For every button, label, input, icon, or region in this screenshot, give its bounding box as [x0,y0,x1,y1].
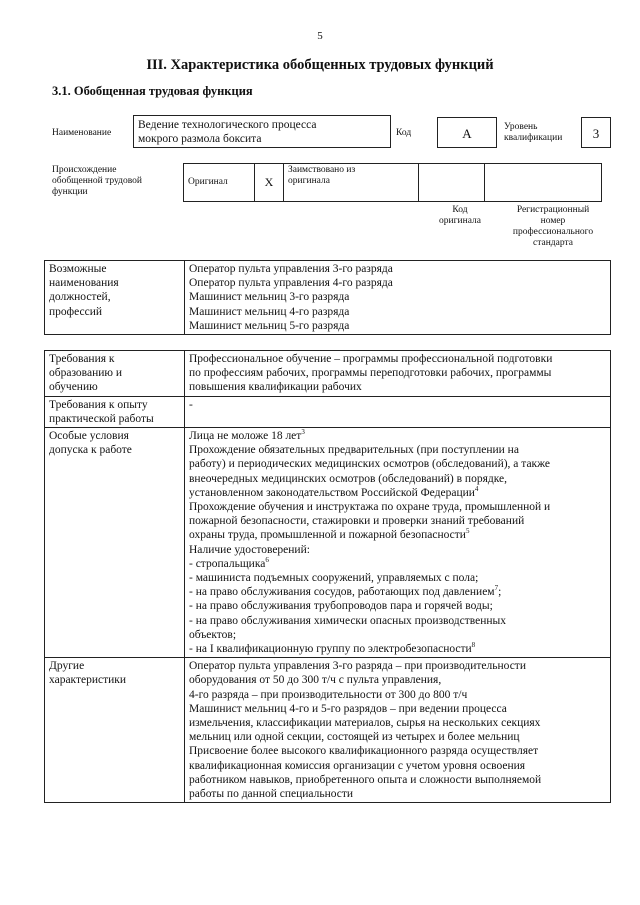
special-condition-line: - на право обслуживания сосудов, работающих под давлением [189,586,495,599]
footnote-ref: 5 [465,527,470,536]
special-condition-line: - машиниста подъемных сооружений, управляемых с пола; [189,572,479,585]
original-label: Оригинал [184,164,255,202]
special-condition-row [189,543,606,557]
education-label [45,351,185,397]
special-condition-row [189,628,606,642]
origin-table [183,163,602,202]
special-conditions-label [45,428,185,658]
label-line: Требования к опыту [49,398,148,411]
special-condition-row [189,557,606,571]
special-condition-line: - стропальщика [189,557,266,570]
borrowed-label [284,164,419,202]
level-label [504,122,562,144]
code-value: А [437,117,497,148]
function-name-line: мокрого размола боксита [138,133,262,146]
other-characteristic-line: квалификационная комиссия организации с учетом уровня освоения [189,759,526,772]
text-line: повышения квалификации рабочих [189,381,362,394]
special-condition-line: охраны труда, промышленной и пожарной безопасности [189,529,466,542]
positions-table [44,260,611,335]
special-condition-line: - на право обслуживания химически опасных производственных [189,614,507,627]
special-condition-line: Лица не моложе 18 лет [189,430,302,443]
original-mark: X [255,164,284,202]
footnote-ref: 4 [474,485,479,493]
borrowed-label-line: Заимствовано из [288,165,356,175]
borrowed-label-line: оригинала [288,176,330,186]
level-label-line: квалификации [504,133,563,143]
other-characteristic-line: мельниц или одной секции, состоящей из четырех и более мельниц [189,731,520,744]
requirements-table [44,350,611,803]
special-condition-line: Прохождение обучения и инструктажа по охране труда, промышленной и [189,501,551,514]
caption-line: номер [540,216,566,226]
special-condition-row [189,585,606,599]
other-characteristic-line: Оператор пульта управления 3-го разряда – при производительности [189,660,526,673]
label-line: образованию и [49,367,122,380]
section-title: III. Характеристика обобщенных трудовых функций [146,57,494,73]
positions-label-line: Возможные [49,263,107,275]
line-suffix: ; [498,586,502,599]
function-name-line: Ведение технологического процесса [138,119,317,131]
function-name-box [133,115,391,148]
text-line: по профессиям рабочих, программы переподготовки рабочих, программы [189,367,552,380]
name-label: Наименование [52,128,112,138]
special-condition-row [189,429,606,443]
label-line: Другие [49,660,85,673]
special-condition-line: объектов; [189,628,237,641]
special-condition-row [189,472,606,486]
label-line: характеристики [49,674,127,687]
special-condition-line: пожарной безопасности, стажировки и проверки знаний требований [189,515,525,528]
label-line: Требования к [49,353,115,365]
special-condition-row [189,514,606,528]
special-condition-line: - на I квалификационную группу по электробезопасности [189,643,472,656]
caption-line: Регистрационный [516,205,590,215]
position-item: Оператор пульта управления 4-го разряда [189,277,393,290]
other-characteristic-line: оборудования от 50 до 300 т/ч с пульта управления, [189,674,442,687]
caption-line: оригинала [439,216,481,226]
experience-label [45,396,185,427]
positions-label-line: наименования [49,277,119,290]
other-characteristic-line: 4-го разряда – при производительности от 300 до 800 т/ч [189,688,468,701]
footnote-ref: 6 [265,556,269,565]
special-condition-row [189,599,606,613]
caption-line: стандарта [533,238,573,248]
page-number: 5 [317,30,323,42]
position-item: Машинист мельниц 4-го разряда [189,305,350,318]
education-value [185,351,611,397]
reg-number-cell [485,164,602,202]
special-conditions-value [185,428,611,658]
level-value: 3 [581,117,611,148]
other-characteristic-line: измельчения, классификации материалов, сырья на нескольких секциях [189,717,541,730]
footnote-ref: 8 [471,641,476,650]
footnote-ref: 7 [494,584,499,593]
positions-label-line: должностей, [49,291,111,304]
special-condition-row [189,486,606,500]
caption-line: Код [452,205,468,215]
special-condition-line: Наличие удостоверений: [189,543,310,556]
special-condition-row [189,642,606,656]
special-condition-line: внеочередных медицинских осмотров (обследований) в порядке, [189,472,508,485]
position-item: Оператор пульта управления 3-го разряда [189,263,393,275]
code-label: Код [396,128,412,138]
position-item: Машинист мельниц 3-го разряда [189,291,350,304]
label-line: обучению [49,381,98,394]
other-characteristics-value [185,658,611,803]
special-condition-row [189,500,606,514]
other-characteristic-line: работником навыков, приобретенного опыта и сложности выполняемой [189,773,542,786]
position-item: Машинист мельниц 5-го разряда [189,319,350,332]
special-condition-row [189,457,606,471]
label-line: Особые условия [49,430,129,443]
positions-label [45,261,185,335]
origin-label-line: обобщенной трудовой [52,176,142,186]
subsection-title: 3.1. Обобщенная трудовая функция [52,84,253,98]
special-condition-row [189,614,606,628]
text-line: Профессиональное обучение – программы профессиональной подготовки [189,353,553,365]
origin-label-line: Происхождение [52,165,117,175]
footnote-ref: 3 [301,428,305,437]
experience-value: - [185,396,611,427]
special-condition-row [189,528,606,542]
other-characteristic-line: работы по данной специальности [189,788,354,801]
positions-list [185,261,611,335]
other-characteristics-label [45,658,185,803]
special-condition-line: работу) и периодических медицинских осмотров (обследований), а также [189,458,551,471]
special-condition-row [189,571,606,585]
positions-label-line: профессий [49,305,103,318]
level-label-line: Уровень [504,122,538,132]
code-original-cell [419,164,485,202]
label-line: практической работы [49,412,154,425]
special-condition-row [189,443,606,457]
code-original-caption [425,205,495,227]
special-condition-line: установленном законодательством Российской Федерации [189,486,475,499]
other-characteristic-line: Машинист мельниц 4-го и 5-го разрядов – при ведении процесса [189,702,507,715]
caption-line: профессионального [512,227,594,237]
label-line: допуска к работе [49,444,132,457]
reg-number-caption [497,205,609,249]
other-characteristic-line: Присвоение более высокого квалификационного разряда осуществляет [189,745,539,758]
special-condition-line: Прохождение обязательных предварительных (при поступлении на [189,444,519,457]
special-condition-line: - на право обслуживания трубопроводов пара и горячей воды; [189,600,493,613]
origin-label-line: функции [52,187,88,197]
origin-label [52,165,142,198]
